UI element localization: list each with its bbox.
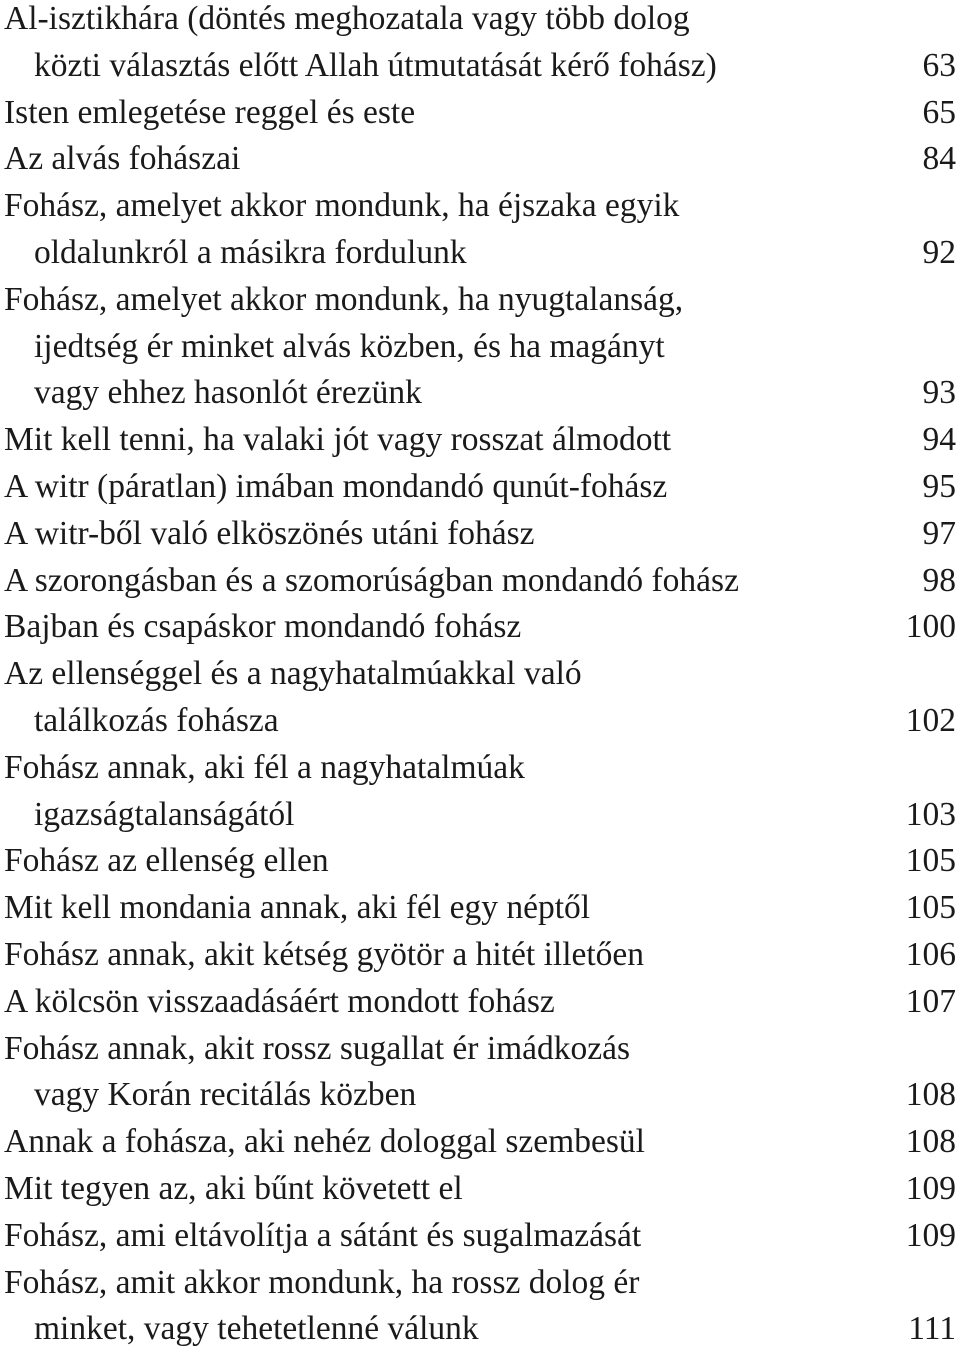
- toc-entry-title-line: A witr-ből való elköszönés utáni fohász: [4, 514, 535, 552]
- toc-entry: [4, 749, 956, 843]
- toc-entry-title-line: Mit kell mondania annak, aki fél egy néptől: [4, 889, 591, 927]
- toc-entry: [4, 0, 956, 94]
- toc-entry-page-number: 102: [905, 701, 956, 739]
- toc-entry-title-line: Fohász, amit akkor mondunk, ha rossz dolog ér: [4, 1263, 640, 1301]
- toc-entry-title-line: oldalunkról a másikra fordulunk: [34, 233, 467, 271]
- toc-entry: [4, 1030, 956, 1124]
- toc-entry-page-number: 100: [905, 608, 956, 646]
- toc-entry: [4, 1264, 956, 1357]
- toc-entry-title-line: Fohász, ami eltávolítja a sátánt és sugalmazását: [4, 1216, 642, 1254]
- toc-entry-title-line: igazságtalanságától: [34, 795, 295, 833]
- toc-entry: [4, 468, 956, 515]
- toc-entry-title-line: A witr (páratlan) imában mondandó qunút-fohász: [4, 467, 668, 505]
- toc-entry: [4, 608, 956, 655]
- toc-entry-page-number: 108: [905, 1123, 956, 1161]
- toc-entry-title-line: ijedtség ér minket alvás közben, és ha magányt: [34, 327, 665, 365]
- toc-entry-page-number: 109: [905, 1169, 956, 1207]
- toc-entry-title-line: vagy Korán recitálás közben: [34, 1076, 417, 1114]
- toc-entry-title-line: Fohász, amelyet akkor mondunk, ha éjszaka egyik: [4, 187, 680, 225]
- toc-entry-title-line: Fohász, amelyet akkor mondunk, ha nyugtalanság,: [4, 280, 684, 318]
- toc-entry-title-line: vagy ehhez hasonlót érezünk: [34, 374, 422, 412]
- toc-entry-page-number: 65: [922, 93, 956, 131]
- toc-entry-page-number: 97: [922, 514, 956, 552]
- toc-entry-title-line: Az alvás fohászai: [4, 140, 241, 178]
- toc-entry-title-line: találkozás fohásza: [34, 701, 279, 739]
- toc-entry-page-number: 93: [922, 374, 956, 412]
- toc-entry-title-line: Mit tegyen az, aki bűnt követett el: [4, 1169, 463, 1207]
- toc-entry-page-number: 63: [922, 46, 956, 84]
- toc-entry-title-line: minket, vagy tehetetlenné válunk: [34, 1310, 479, 1348]
- toc-entry-title-line: Bajban és csapáskor mondandó fohász: [4, 608, 522, 646]
- toc-entry: [4, 1217, 956, 1264]
- toc-entry: [4, 936, 956, 983]
- toc-entry: [4, 842, 956, 889]
- toc-entry: [4, 187, 956, 281]
- toc-entry: [4, 515, 956, 562]
- toc-entry-title-line: Fohász az ellenség ellen: [4, 842, 329, 880]
- toc-entry-page-number: 92: [922, 233, 956, 271]
- toc-entry-page-number: 111: [908, 1310, 956, 1348]
- toc-entry-title-line: közti választás előtt Allah útmutatását kérő fohász): [34, 46, 717, 84]
- toc-entry-title-line: Mit kell tenni, ha valaki jót vagy rosszat álmodott: [4, 421, 672, 459]
- toc-entry-page-number: 84: [922, 140, 956, 178]
- toc-entry-page-number: 108: [905, 1076, 956, 1114]
- toc-entry: [4, 140, 956, 187]
- toc-entry-page-number: 94: [922, 421, 956, 459]
- toc-entry: [4, 1123, 956, 1170]
- toc-entry-page-number: 106: [905, 935, 956, 973]
- toc-entry: [4, 655, 956, 749]
- toc-entry-page-number: 95: [922, 467, 956, 505]
- toc-entry-title-line: Annak a fohásza, aki nehéz dologgal szembesül: [4, 1123, 645, 1161]
- toc-entry-title-line: A kölcsön visszaadásáért mondott fohász: [4, 982, 555, 1020]
- toc-entry-title-line: Fohász annak, aki fél a nagyhatalmúak: [4, 748, 525, 786]
- toc-entry-title-line: A szorongásban és a szomorúságban mondandó fohász: [4, 561, 739, 599]
- toc-entry-title-line: Isten emlegetése reggel és este: [4, 93, 416, 131]
- toc-entry-page-number: 107: [905, 982, 956, 1020]
- toc-entry: [4, 983, 956, 1030]
- toc-entry-page-number: 105: [905, 889, 956, 927]
- toc-entry-title-line: Fohász annak, akit kétség gyötör a hitét illetően: [4, 935, 645, 973]
- toc-entry-page-number: 105: [905, 842, 956, 880]
- toc-entry: [4, 562, 956, 609]
- toc-entry-title-line: Fohász annak, akit rossz sugallat ér imádkozás: [4, 1029, 631, 1067]
- toc-entry: [4, 94, 956, 141]
- toc-entry: [4, 1170, 956, 1217]
- toc-entry-title-line: Az ellenséggel és a nagyhatalmúakkal való: [4, 655, 582, 693]
- toc-entry-title-line: Al-isztikhára (döntés meghozatala vagy több dolog: [4, 0, 690, 37]
- toc-entry: [4, 889, 956, 936]
- toc-entry-page-number: 103: [905, 795, 956, 833]
- toc-entry: [4, 421, 956, 468]
- toc-entry-page-number: 98: [922, 561, 956, 599]
- table-of-contents: [4, 0, 956, 1357]
- toc-entry: [4, 281, 956, 421]
- toc-entry-page-number: 109: [905, 1216, 956, 1254]
